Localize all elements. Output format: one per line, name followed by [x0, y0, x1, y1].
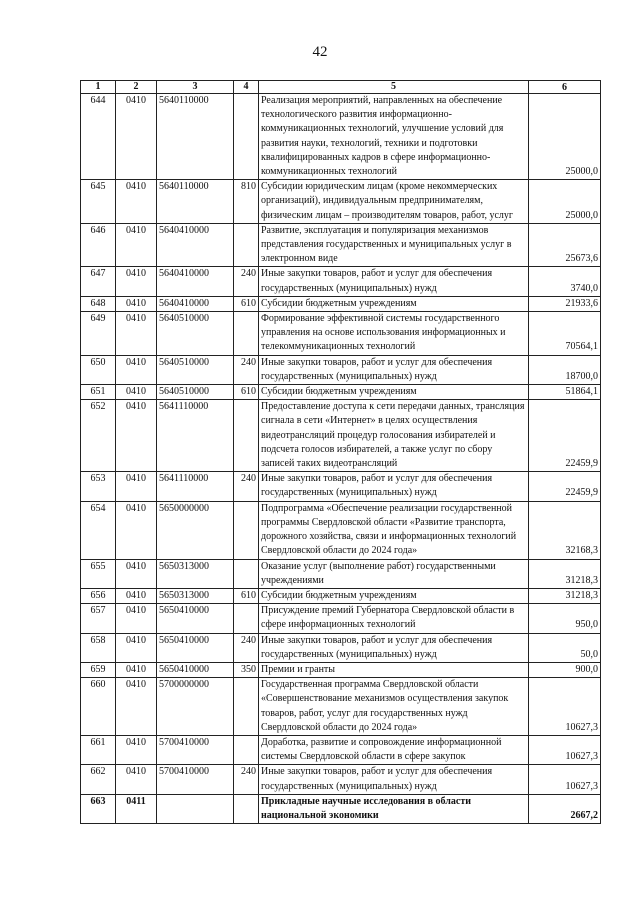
amount: 31218,3 — [529, 559, 601, 588]
target-code: 5641110000 — [157, 400, 234, 472]
target-code: 5650410000 — [157, 662, 234, 677]
amount: 10627,3 — [529, 765, 601, 794]
amount: 25000,0 — [529, 94, 601, 180]
expense-type: 610 — [234, 296, 259, 311]
section-code: 0410 — [116, 604, 157, 633]
expense-type — [234, 312, 259, 356]
amount: 21933,6 — [529, 296, 601, 311]
table-row — [81, 559, 601, 588]
row-number: 651 — [81, 385, 116, 400]
expense-type — [234, 735, 259, 764]
row-number: 660 — [81, 678, 116, 736]
table-row — [81, 588, 601, 603]
item-name: Формирование эффективной системы государственного управления на основе использования информационных и телекоммуникационных технологий — [259, 312, 529, 356]
table-row — [81, 267, 601, 296]
expense-type — [234, 678, 259, 736]
section-code: 0410 — [116, 501, 157, 559]
target-code: 5640410000 — [157, 223, 234, 267]
section-code: 0410 — [116, 296, 157, 311]
budget-table — [80, 80, 601, 824]
section-code: 0410 — [116, 765, 157, 794]
expense-type — [234, 94, 259, 180]
expense-type — [234, 794, 259, 823]
amount: 18700,0 — [529, 355, 601, 384]
row-number: 646 — [81, 223, 116, 267]
expense-type — [234, 604, 259, 633]
header-col-1: 1 — [81, 81, 116, 94]
expense-type — [234, 559, 259, 588]
expense-type: 610 — [234, 385, 259, 400]
item-name: Подпрограмма «Обеспечение реализации государственной программы Свердловской области «Развитие транспорта, дорожного хозяйства, связи и информационных технологий Свердловской области до 2024 года» — [259, 501, 529, 559]
table-row — [81, 662, 601, 677]
amount: 51864,1 — [529, 385, 601, 400]
target-code: 5650313000 — [157, 559, 234, 588]
row-number: 644 — [81, 94, 116, 180]
section-code: 0410 — [116, 223, 157, 267]
target-code: 5641110000 — [157, 472, 234, 501]
table-row — [81, 312, 601, 356]
section-code: 0410 — [116, 180, 157, 224]
row-number: 663 — [81, 794, 116, 823]
target-code: 5650410000 — [157, 633, 234, 662]
item-name: Субсидии бюджетным учреждениям — [259, 296, 529, 311]
expense-type — [234, 501, 259, 559]
table-row — [81, 385, 601, 400]
item-name: Реализация мероприятий, направленных на обеспечение технологического развития информационно-коммуникационных технологий, улучшение условий для развития науки, технологий, техники и подготовки квалифицированных кадров в сфере информационно-коммуникационных технологий — [259, 94, 529, 180]
table-row — [81, 765, 601, 794]
amount: 22459,9 — [529, 400, 601, 472]
amount: 31218,3 — [529, 588, 601, 603]
row-number: 650 — [81, 355, 116, 384]
table-row — [81, 472, 601, 501]
amount: 50,0 — [529, 633, 601, 662]
row-number: 656 — [81, 588, 116, 603]
item-name: Государственная программа Свердловской области «Совершенствование механизмов осуществления закупок товаров, работ, услуг для государственных нужд Свердловской области до 2024 года» — [259, 678, 529, 736]
section-code: 0410 — [116, 355, 157, 384]
section-code: 0410 — [116, 588, 157, 603]
item-name: Субсидии бюджетным учреждениям — [259, 385, 529, 400]
expense-type: 810 — [234, 180, 259, 224]
amount: 25000,0 — [529, 180, 601, 224]
row-number: 652 — [81, 400, 116, 472]
amount: 25673,6 — [529, 223, 601, 267]
item-name: Иные закупки товаров, работ и услуг для обеспечения государственных (муниципальных) нужд — [259, 267, 529, 296]
table-row — [81, 296, 601, 311]
expense-type: 240 — [234, 355, 259, 384]
row-number: 647 — [81, 267, 116, 296]
section-code: 0411 — [116, 794, 157, 823]
row-number: 649 — [81, 312, 116, 356]
target-code: 5650410000 — [157, 604, 234, 633]
item-name: Иные закупки товаров, работ и услуг для обеспечения государственных (муниципальных) нужд — [259, 633, 529, 662]
target-code: 5640510000 — [157, 385, 234, 400]
amount: 32168,3 — [529, 501, 601, 559]
expense-type: 240 — [234, 267, 259, 296]
amount: 10627,3 — [529, 735, 601, 764]
header-col-3: 3 — [157, 81, 234, 94]
header-col-6: 6 — [529, 81, 601, 94]
target-code: 5640410000 — [157, 296, 234, 311]
table-body — [81, 94, 601, 824]
item-name: Субсидии юридическим лицам (кроме некоммерческих организаций), индивидуальным предпринимателям, физическим лицам – производителям товаров, работ, услуг — [259, 180, 529, 224]
item-name: Иные закупки товаров, работ и услуг для обеспечения государственных (муниципальных) нужд — [259, 472, 529, 501]
section-code: 0410 — [116, 735, 157, 764]
row-number: 659 — [81, 662, 116, 677]
amount: 2667,2 — [529, 794, 601, 823]
table-row — [81, 501, 601, 559]
expense-type — [234, 223, 259, 267]
amount: 950,0 — [529, 604, 601, 633]
section-code: 0410 — [116, 472, 157, 501]
item-name: Предоставление доступа к сети передачи данных, трансляция сигнала в сети «Интернет» в целях осуществления видеотрансляций процедур голосования избирателей и подсчета голосов избирателей, а также услуг по сбору записей таких видеотрансляций — [259, 400, 529, 472]
row-number: 653 — [81, 472, 116, 501]
amount: 900,0 — [529, 662, 601, 677]
target-code — [157, 794, 234, 823]
item-name: Иные закупки товаров, работ и услуг для обеспечения государственных (муниципальных) нужд — [259, 765, 529, 794]
amount: 10627,3 — [529, 678, 601, 736]
row-number: 658 — [81, 633, 116, 662]
target-code: 5650000000 — [157, 501, 234, 559]
table-row — [81, 355, 601, 384]
expense-type: 240 — [234, 633, 259, 662]
amount: 70564,1 — [529, 312, 601, 356]
section-code: 0410 — [116, 400, 157, 472]
item-name: Прикладные научные исследования в области национальной экономики — [259, 794, 529, 823]
header-col-5: 5 — [259, 81, 529, 94]
row-number: 654 — [81, 501, 116, 559]
row-number: 648 — [81, 296, 116, 311]
table-header — [81, 81, 601, 94]
row-number: 661 — [81, 735, 116, 764]
item-name: Присуждение премий Губернатора Свердловской области в сфере информационных технологий — [259, 604, 529, 633]
section-code: 0410 — [116, 312, 157, 356]
section-code: 0410 — [116, 678, 157, 736]
target-code: 5700410000 — [157, 765, 234, 794]
table-row — [81, 604, 601, 633]
target-code: 5640110000 — [157, 94, 234, 180]
section-code: 0410 — [116, 94, 157, 180]
table-row — [81, 94, 601, 180]
section-code: 0410 — [116, 662, 157, 677]
target-code: 5640110000 — [157, 180, 234, 224]
row-number: 645 — [81, 180, 116, 224]
page-number: 42 — [312, 44, 328, 60]
expense-type: 350 — [234, 662, 259, 677]
table-row — [81, 794, 601, 823]
target-code: 5640510000 — [157, 355, 234, 384]
target-code: 5650313000 — [157, 588, 234, 603]
table-row — [81, 633, 601, 662]
header-col-4: 4 — [234, 81, 259, 94]
section-code: 0410 — [116, 559, 157, 588]
item-name: Субсидии бюджетным учреждениям — [259, 588, 529, 603]
table-row — [81, 400, 601, 472]
header-col-2: 2 — [116, 81, 157, 94]
expense-type: 240 — [234, 765, 259, 794]
table-row — [81, 735, 601, 764]
target-code: 5700000000 — [157, 678, 234, 736]
section-code: 0410 — [116, 385, 157, 400]
amount: 3740,0 — [529, 267, 601, 296]
item-name: Доработка, развитие и сопровождение информационной системы Свердловской области в сфере закупок — [259, 735, 529, 764]
item-name: Развитие, эксплуатация и популяризация механизмов представления государственных и муниципальных услуг в электронном виде — [259, 223, 529, 267]
expense-type: 610 — [234, 588, 259, 603]
item-name: Оказание услуг (выполнение работ) государственными учреждениями — [259, 559, 529, 588]
table-row — [81, 223, 601, 267]
amount: 22459,9 — [529, 472, 601, 501]
expense-type — [234, 400, 259, 472]
target-code: 5640410000 — [157, 267, 234, 296]
row-number: 655 — [81, 559, 116, 588]
expense-type: 240 — [234, 472, 259, 501]
target-code: 5640510000 — [157, 312, 234, 356]
item-name: Иные закупки товаров, работ и услуг для обеспечения государственных (муниципальных) нужд — [259, 355, 529, 384]
section-code: 0410 — [116, 267, 157, 296]
target-code: 5700410000 — [157, 735, 234, 764]
table-row — [81, 678, 601, 736]
section-code: 0410 — [116, 633, 157, 662]
row-number: 657 — [81, 604, 116, 633]
item-name: Премии и гранты — [259, 662, 529, 677]
row-number: 662 — [81, 765, 116, 794]
header-row — [81, 81, 601, 94]
table-row — [81, 180, 601, 224]
